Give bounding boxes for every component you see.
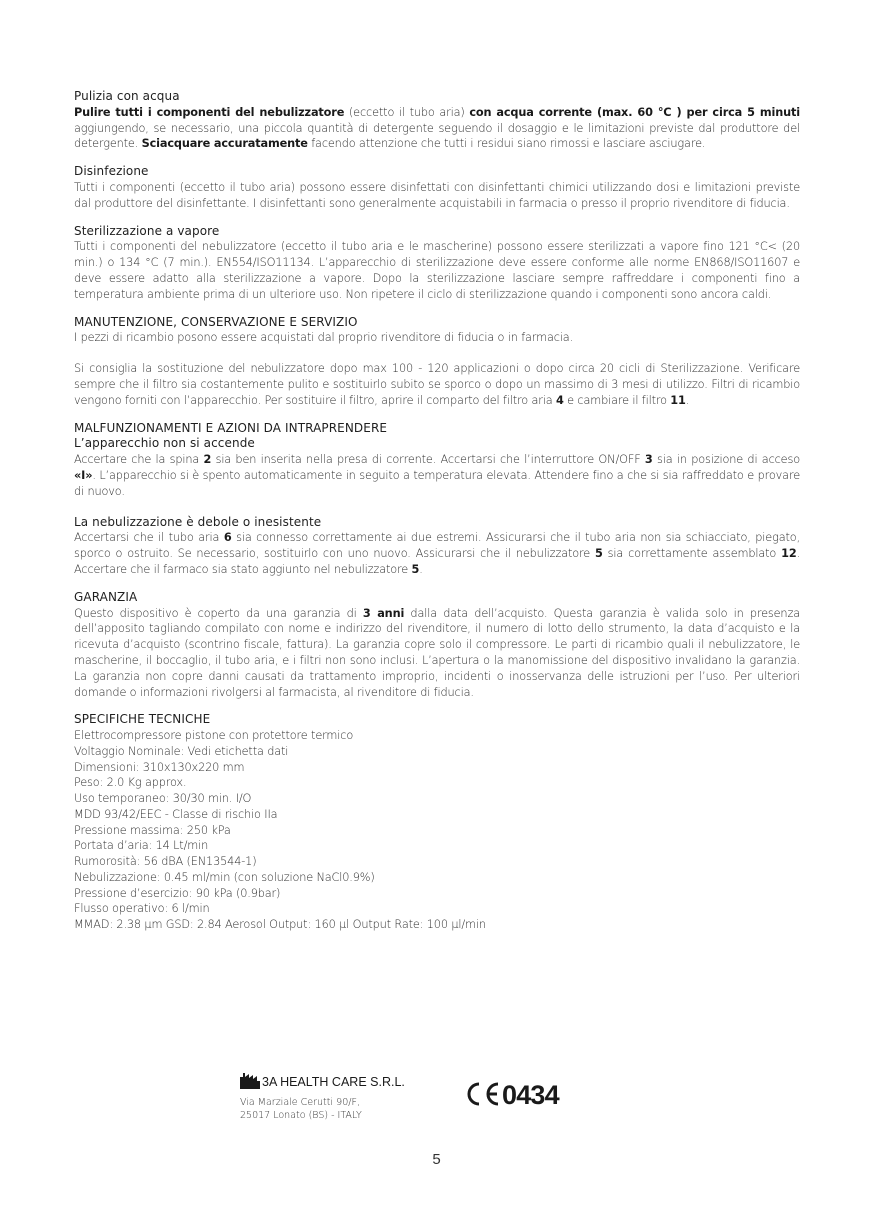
disinfection-paragraph: Tutti i componenti (eccetto il tubo aria) possono essere disinfettati con disinfettanti chimici utilizzando dosi e limitazioni previste dal produttore del disinfettante. I disinfettanti sono generalmente acquistabili in farmacia o presso il proprio rivenditore di fiducia. <box>74 180 800 210</box>
spec-line: Voltaggio Nominale: Vedi etichetta dati <box>74 744 289 758</box>
ts2-text-2: sia connesso correttamente ai due estremi. Assicurarsi che il tubo aria non sia schiacciato, piegato, sporco o ostruito. Se necessario, sostituirlo con uno nuovo. Assicurarsi che il nebulizzatore <box>74 531 800 561</box>
spec-line: Flusso operativo: 6 l/min <box>74 902 210 916</box>
document-body <box>74 89 800 933</box>
warranty-text-1: Questo dispositivo è coperto da una garanzia di <box>74 606 363 620</box>
spec-line: Portata d’aria: 14 Lt/min <box>74 839 209 853</box>
troubleshooting-paragraph-1 <box>74 452 800 499</box>
ce-mark-icon <box>465 1081 501 1107</box>
cleaning-text-3: facendo attenzione che tutti i residui siano rimossi e lasciare asciugare. <box>307 137 706 151</box>
on-position-ref: «I» <box>74 468 93 482</box>
troubleshooting-subheading-2: La nebulizzazione è debole o inesistente <box>74 514 322 529</box>
sterilization-section <box>74 224 800 303</box>
ts1-text-4: . L’apparecchio si è spento automaticamente in seguito a temperatura elevata. Attendere fino a che si sia raffreddato e provare di nuovo. <box>74 468 800 498</box>
factory-icon <box>240 1073 260 1089</box>
disinfection-section <box>74 164 800 211</box>
spec-line: Rumorosità: 56 dBA (EN13544-1) <box>74 855 257 869</box>
ts2-text-3: sia correttamente assemblato <box>602 547 782 561</box>
warranty-duration: 3 anni <box>362 606 405 620</box>
air-tube-ref: 6 <box>223 531 232 545</box>
maintenance-paragraph-1: I pezzi di ricambio posono essere acquistati dal proprio rivenditore di fiducia o in farmacia. <box>74 331 573 345</box>
specs-section <box>74 712 800 933</box>
notified-body-number: 0434 <box>502 1080 559 1110</box>
troubleshooting-heading: MALFUNZIONAMENTI E AZIONI DA INTRAPRENDERE <box>74 420 388 435</box>
warranty-section <box>74 590 800 701</box>
cleaning-section <box>74 89 800 152</box>
cleaning-text-1: (eccetto il tubo aria) <box>344 105 470 119</box>
ts1-text-1: Accertare che la spina <box>74 453 204 467</box>
troubleshooting-section <box>74 421 800 578</box>
cleaning-heading: Pulizia con acqua <box>74 89 180 103</box>
spec-line: Elettrocompressore pistone con protettore termico <box>74 729 354 743</box>
spec-line: MMAD: 2.38 μm GSD: 2.84 Aerosol Output: 160 μl Output Rate: 100 μl/min <box>74 918 486 932</box>
ts2-text-1: Accertarsi che il tubo aria <box>74 531 224 545</box>
troubleshooting-subheading-1: L’apparecchio non si accende <box>74 436 255 451</box>
troubleshooting-paragraph-2 <box>74 530 800 577</box>
disinfection-heading: Disinfezione <box>74 164 149 179</box>
address-line-1: Via Marziale Cerutti 90/F, <box>240 1097 360 1108</box>
maintenance-section <box>74 315 800 409</box>
spec-line: Pressione d’esercizio: 90 kPa (0.9bar) <box>74 886 281 900</box>
spec-line: Uso temporaneo: 30/30 min. I/O <box>74 792 252 806</box>
company-address <box>240 1096 362 1122</box>
maintenance-text-1: Si consiglia la sostituzione del nebulizzatore dopo max 100 - 120 applicazioni o dopo circa 20 cicli di Sterilizzazione. Verificare sempre che il filtro sia costantemente pulito e sostituirlo subito se sporco o dopo un massimo di 3 mesi di utilizzo. Filtri di ricambio vengono forniti con l’apparecchio. Per sostituire il filtro, aprire il comparto del filtro aria <box>74 362 800 407</box>
sterilization-heading: Sterilizzazione a vapore <box>74 223 220 238</box>
ts2-text-5: . <box>419 562 423 576</box>
address-line-2: 25017 Lonato (BS) - ITALY <box>240 1110 362 1121</box>
cleaning-bold-1: Pulire tutti i componenti del nebulizzatore <box>74 105 345 119</box>
ts1-text-3: sia in posizione di acceso <box>652 453 800 467</box>
filter-ref: 11 <box>670 393 686 407</box>
spec-line: Peso: 2.0 Kg approx. <box>74 776 187 790</box>
maintenance-text-3: . <box>685 393 690 407</box>
company-name: 3A HEALTH CARE S.R.L. <box>262 1075 405 1089</box>
plug-ref: 2 <box>203 453 212 467</box>
spec-line: Dimensioni: 310x130x220 mm <box>74 760 245 774</box>
ts2-text-4: . Accertare che il farmaco sia stato aggiunto nel nebulizzatore <box>74 547 800 576</box>
maintenance-heading: MANUTENZIONE, CONSERVAZIONE E SERVIZIO <box>74 314 358 329</box>
switch-ref: 3 <box>644 453 653 467</box>
assembly-ref: 12 <box>781 547 797 561</box>
ts1-text-2: sia ben inserita nella presa di corrente. Accertarsi che l’interruttore ON/OFF <box>211 453 645 467</box>
spec-line: Pressione massima: 250 kPa <box>74 823 231 837</box>
spec-line: Nebulizzazione: 0.45 ml/min (con soluzione NaCl0.9%) <box>74 870 375 884</box>
filter-compartment-ref: 4 <box>555 393 564 407</box>
nebulizer-ref-2: 5 <box>411 562 420 576</box>
cleaning-text-2: aggiungendo, se necessario, una piccola quantità di detergente seguendo il dosaggio e le limitazioni previste dal produttore del detergente. <box>74 121 800 151</box>
sterilization-paragraph: Tutti i componenti del nebulizzatore (eccetto il tubo aria e le mascherine) possono essere sterilizzati a vapore fino 121 °C< (20 min.) o 134 °C (7 min.). EN554/ISO11134. L’apparecchio di sterilizzazione deve essere conforme alle norme EN868/ISO11607 e deve essere adatto alla sterilizzazione a vapore. Dopo la sterilizzazione lasciare sempre raffreddare i componenti fino a temperatura ambiente prima di un ulteriore uso. Non ripetere il ciclo di sterilizzazione quando i componenti sono ancora caldi. <box>74 240 800 301</box>
cleaning-paragraph <box>74 105 800 152</box>
cleaning-bold-3: Sciacquare accuratamente <box>141 137 308 151</box>
maintenance-text-2: e cambiare il filtro <box>563 393 671 407</box>
nebulizer-ref-1: 5 <box>595 547 603 561</box>
cleaning-bold-2: con acqua corrente (max. 60 °C ) per circa 5 minuti <box>469 105 801 119</box>
page-number: 5 <box>432 1151 441 1168</box>
warranty-paragraph <box>74 606 800 701</box>
warranty-heading: GARANZIA <box>74 589 138 604</box>
warranty-text-2: dalla data dell’acquisto. Questa garanzia è valida solo in presenza dell’apposito tagliando compilato con nome e indirizzo del rivenditore, il numero di lotto dello strumento, la data d’acquisto e la ricevuta d’acquisto (scontrino fiscale, fattura). La garanzia copre solo il compressore. Le parti di ricambio quali il nebulizzatore, le mascherine, il boccaglio, il tubo aria, e i filtri non sono inclusi. L’apertura o la manomissione del dispositivo invalidano la garanzia. La garanzia non copre danni causati da trattamento improprio, incidenti o inosservanza delle istruzioni per l’uso. Per ulteriori domande o informazioni rivolgersi al farmacista, al rivenditore di fiducia. <box>74 606 800 699</box>
specs-heading: SPECIFICHE TECNICHE <box>74 712 211 727</box>
maintenance-paragraph-2 <box>74 361 800 408</box>
spec-line: MDD 93/42/EEC - Classe di rischio IIa <box>74 807 278 821</box>
